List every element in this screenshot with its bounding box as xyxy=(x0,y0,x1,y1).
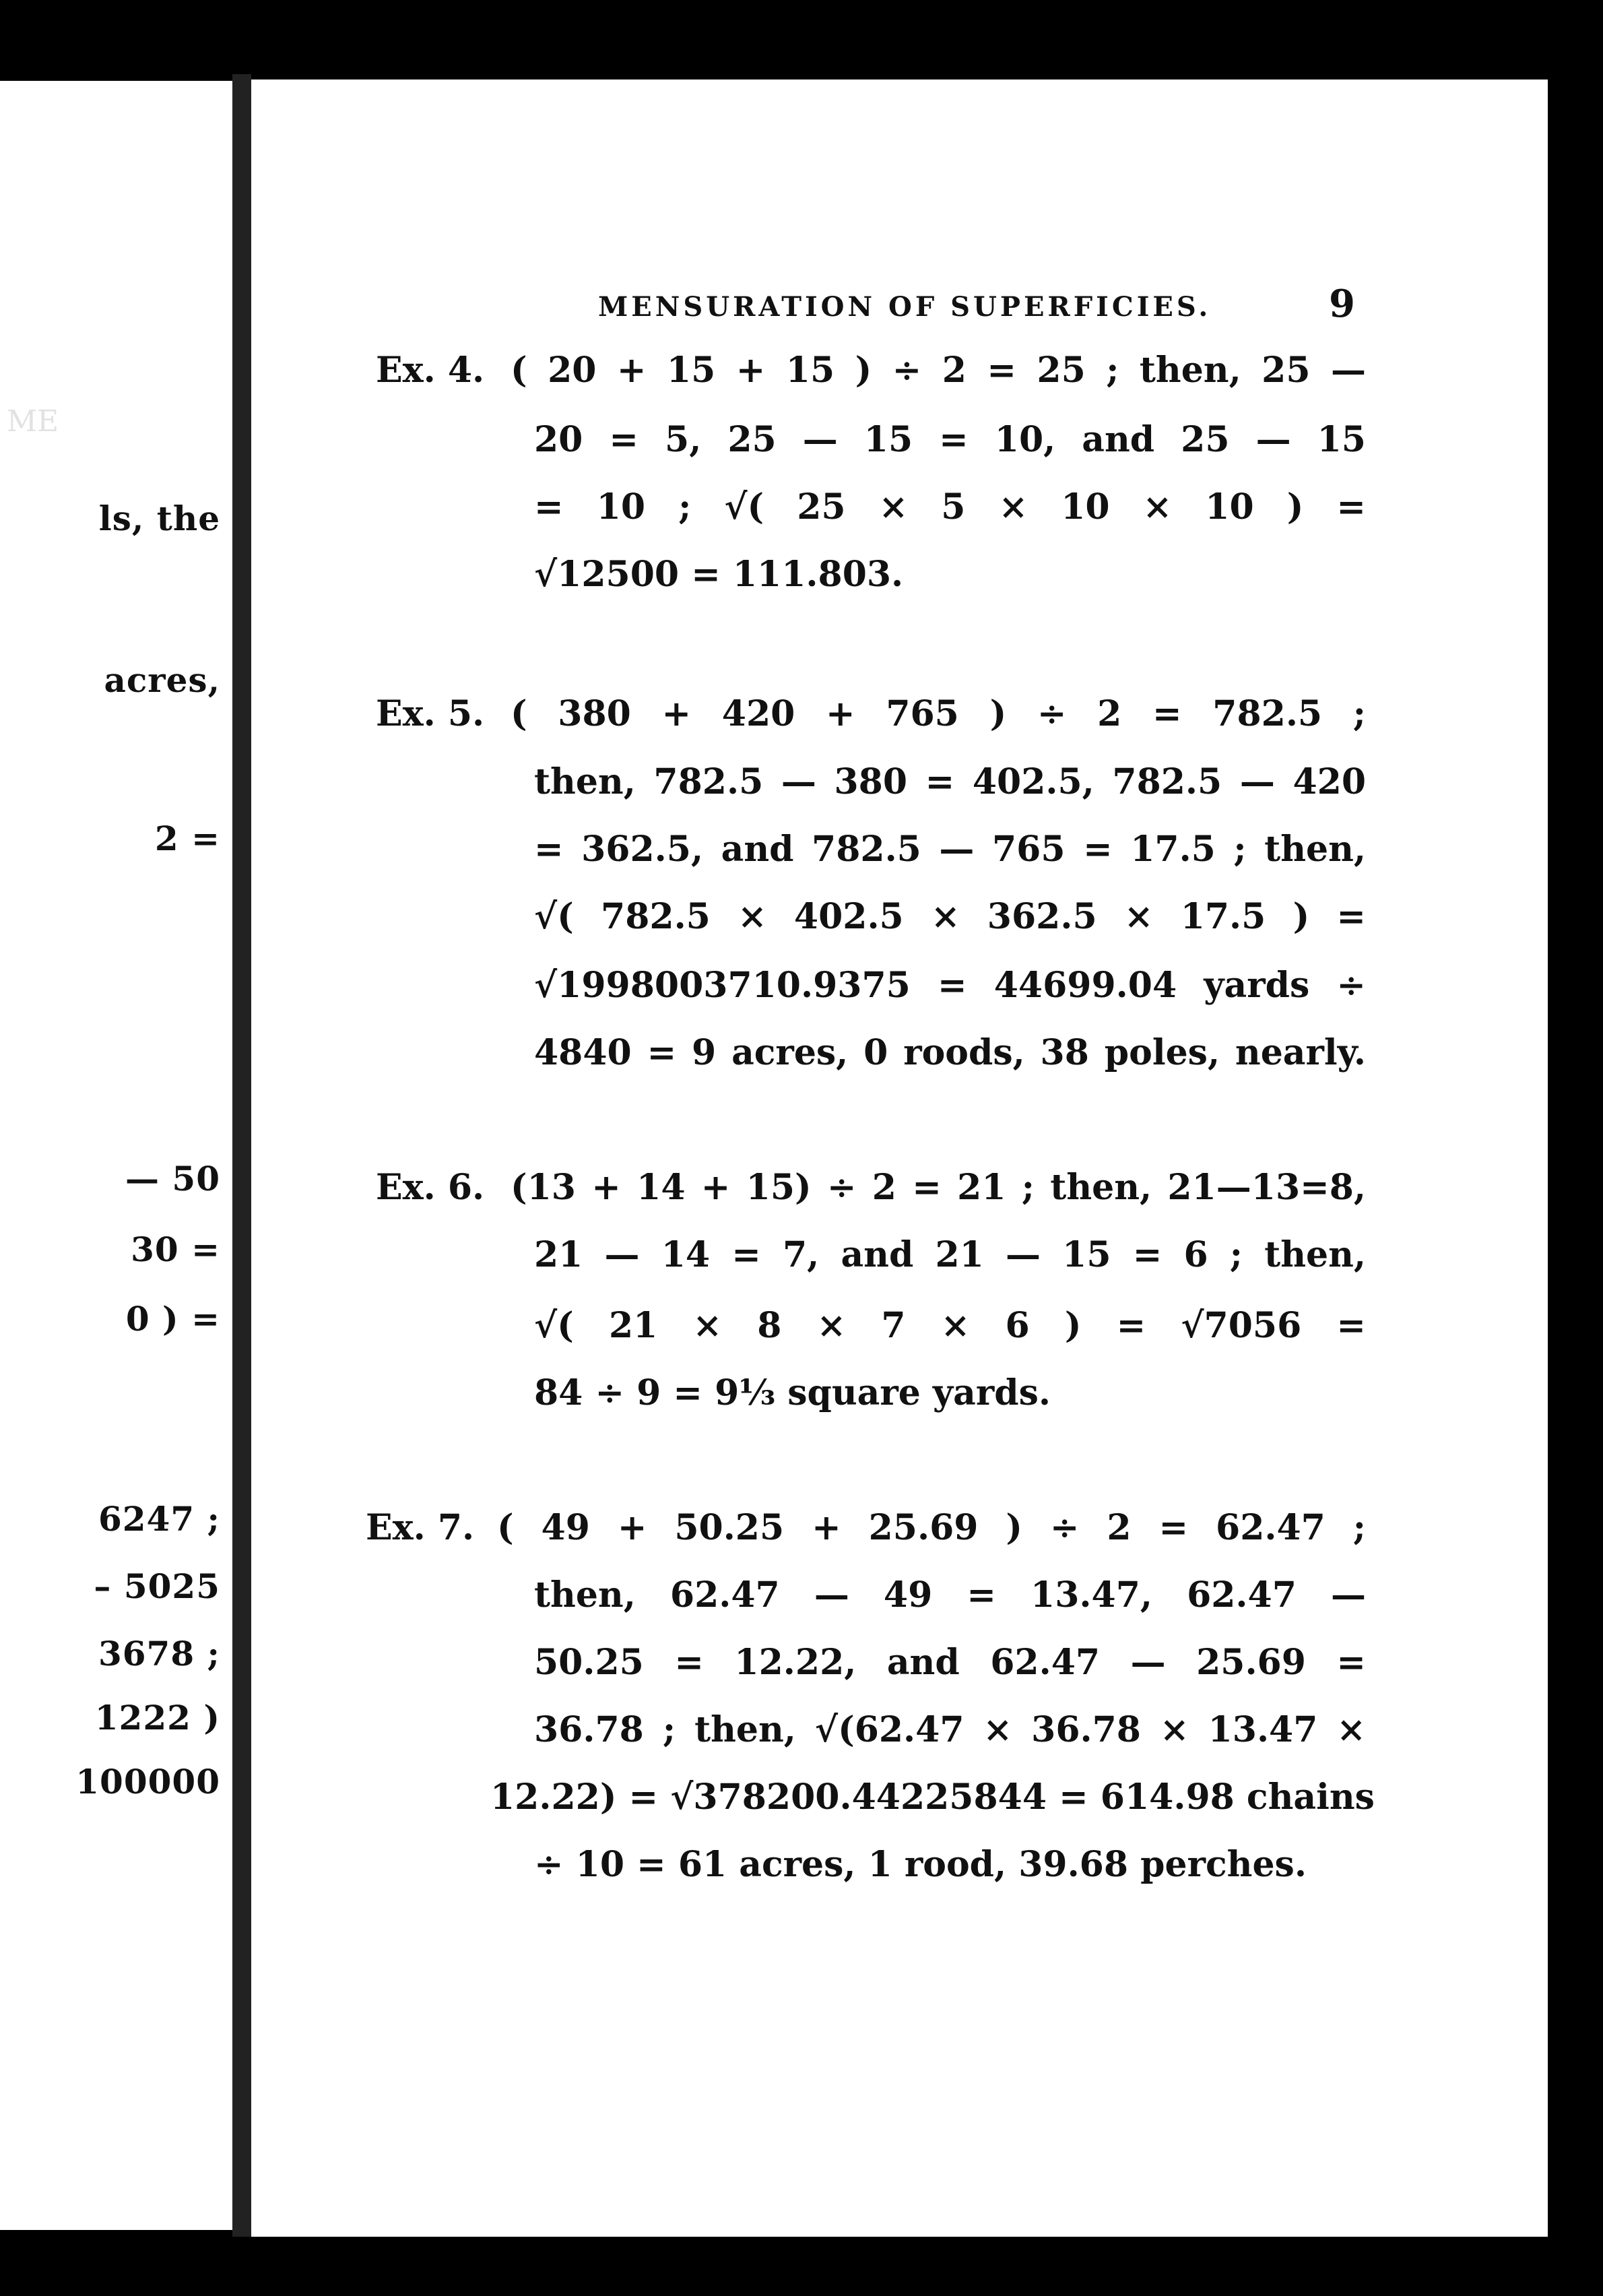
example-text: then, 62.47 — 49 = 13.47, 62.47 — xyxy=(534,1574,1366,1616)
left-page-line: 6247 ; xyxy=(98,1499,220,1539)
example-line xyxy=(251,1565,1544,1626)
example-text: ÷ 10 = 61 acres, 1 rood, 39.68 perches. xyxy=(534,1844,1307,1885)
example-line xyxy=(251,1225,1544,1285)
book-gutter xyxy=(232,74,251,2237)
left-page-line: 30 = xyxy=(131,1230,220,1269)
example-text: 50.25 = 12.22, and 62.47 — 25.69 = xyxy=(534,1642,1366,1683)
example-text: √12500 = 111.803. xyxy=(534,554,904,595)
bleed-through-text: ME xyxy=(7,404,59,439)
left-page-fragment xyxy=(0,81,232,2230)
example-line xyxy=(251,752,1544,812)
example-line xyxy=(251,477,1544,538)
left-page-line: 100000 xyxy=(75,1762,220,1801)
example-line xyxy=(251,1296,1544,1356)
running-title: MENSURATION OF SUPERFICIES. xyxy=(598,291,1212,323)
example-line xyxy=(251,1363,1544,1424)
example-line xyxy=(251,1498,1544,1558)
page-number: 9 xyxy=(1329,282,1355,326)
example-line xyxy=(251,1700,1544,1760)
example-label: Ex. 4. xyxy=(376,350,485,391)
example-line xyxy=(251,1835,1544,1895)
example-text: √1998003710.9375 = 44699.04 yards ÷ xyxy=(534,965,1366,1006)
example-line xyxy=(251,887,1544,947)
example-line xyxy=(251,1023,1544,1083)
left-page-line: 1222 ) xyxy=(94,1698,220,1737)
example-text: 21 — 14 = 7, and 21 — 15 = 6 ; then, xyxy=(534,1234,1366,1275)
example-text: √( 782.5 × 402.5 × 362.5 × 17.5 ) = xyxy=(534,896,1366,937)
example-line xyxy=(251,340,1544,401)
example-line xyxy=(251,544,1544,605)
example-label: Ex. 6. xyxy=(376,1167,485,1208)
example-text: then, 782.5 — 380 = 402.5, 782.5 — 420 xyxy=(534,761,1366,802)
example-label: Ex. 7. xyxy=(366,1507,475,1548)
example-text: = 10 ; √( 25 × 5 × 10 × 10 ) = xyxy=(534,486,1366,528)
example-text: 4840 = 9 acres, 0 roods, 38 poles, nearly. xyxy=(534,1032,1366,1073)
example-text: = 362.5, and 782.5 — 765 = 17.5 ; then, xyxy=(534,829,1366,870)
left-page-line: ls, the xyxy=(98,499,220,538)
example-line xyxy=(251,410,1544,470)
left-page-line: acres, xyxy=(104,660,220,700)
example-text: ( 49 + 50.25 + 25.69 ) ÷ 2 = 62.47 ; xyxy=(497,1507,1366,1548)
example-text: √( 21 × 8 × 7 × 6 ) = √7056 = xyxy=(534,1305,1366,1346)
example-line xyxy=(251,684,1544,744)
left-page-line: 2 = xyxy=(154,819,220,858)
book-page xyxy=(251,79,1548,2237)
page-header xyxy=(251,282,1548,336)
left-page-line: 3678 ; xyxy=(98,1634,220,1673)
example-line xyxy=(251,955,1544,1016)
example-text: 84 ÷ 9 = 9⅓ square yards. xyxy=(534,1372,1051,1413)
example-line xyxy=(251,1767,1544,1828)
example-line xyxy=(251,1157,1544,1218)
example-text: ( 20 + 15 + 15 ) ÷ 2 = 25 ; then, 25 — xyxy=(511,350,1366,391)
example-text: 36.78 ; then, √(62.47 × 36.78 × 13.47 × xyxy=(534,1709,1366,1750)
left-page-line: – 5025 xyxy=(94,1566,220,1606)
example-label: Ex. 5. xyxy=(376,693,485,734)
example-text: ( 380 + 420 + 765 ) ÷ 2 = 782.5 ; xyxy=(511,693,1366,734)
example-text: 20 = 5, 25 — 15 = 10, and 25 — 15 xyxy=(534,419,1366,460)
left-page-line: 0 ) = xyxy=(125,1299,220,1339)
example-line xyxy=(251,819,1544,880)
example-line xyxy=(251,1632,1544,1693)
left-page-line: — 50 xyxy=(125,1159,220,1199)
example-text: 12.22) = √378200.44225844 = 614.98 chains xyxy=(490,1777,1375,1818)
example-text: (13 + 14 + 15) ÷ 2 = 21 ; then, 21—13=8, xyxy=(511,1167,1366,1208)
